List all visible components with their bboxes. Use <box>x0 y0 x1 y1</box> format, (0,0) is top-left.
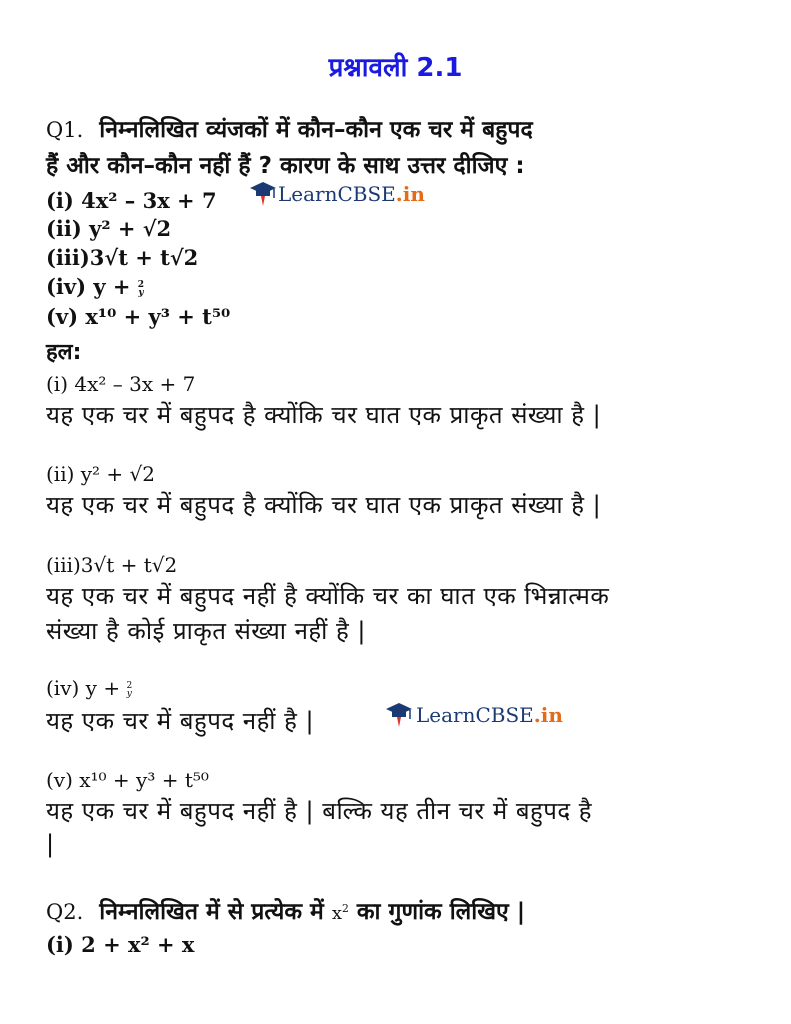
variable-exponent: 2 <box>341 902 349 915</box>
logo-brand: LearnCBSE <box>416 703 534 727</box>
solution-part-5-expr: (v) x¹⁰ + y³ + t⁵⁰ <box>46 768 209 792</box>
solution-part-5-text-2: | <box>46 830 55 858</box>
q1-item-1: (i) 4x² – 3x + 7 <box>46 188 217 213</box>
variable <box>332 903 349 924</box>
q1-item-5: (v) x¹⁰ + y³ + t⁵⁰ <box>46 304 231 329</box>
learncbse-logo <box>382 701 563 729</box>
solution-part-1-expr: (i) 4x² – 3x + 7 <box>46 372 196 396</box>
solution-part-3-expr: (iii)3√t + t√2 <box>46 553 178 577</box>
fraction-denominator: y <box>138 287 144 298</box>
graduation-cap-icon <box>248 180 278 208</box>
fraction-numerator: 2 <box>137 279 145 290</box>
question-number: Q1. <box>46 118 84 142</box>
fraction-denominator: y <box>126 688 132 699</box>
solution-part-1-text: यह एक चर में बहुपद है क्योंकि चर घात एक प्राकृत संख्या है | <box>46 401 602 429</box>
question-1-line-1 <box>46 112 533 144</box>
solution-part-3-text-1: यह एक चर में बहुपद नहीं है क्योंकि चर का घात एक भिन्नात्मक <box>46 582 610 610</box>
question-text: निम्नलिखित व्यंजकों में कौन–कौन एक चर में बहुपद <box>99 117 533 143</box>
solution-part-4-expr-text: (iv) y + <box>46 676 127 700</box>
logo-brand: LearnCBSE <box>278 182 396 206</box>
q1-item-4 <box>46 274 144 299</box>
page-title: प्रश्नावली 2.1 <box>328 53 463 83</box>
solution-part-5-text-1: यह एक चर में बहुपद नहीं है | बल्कि यह तीन चर में बहुपद है <box>46 797 593 825</box>
solution-part-2-text: यह एक चर में बहुपद है क्योंकि चर घात एक प्राकृत संख्या है | <box>46 491 602 519</box>
learncbse-logo <box>248 180 425 208</box>
solution-heading: हल: <box>46 340 82 365</box>
q1-item-2: (ii) y² + √2 <box>46 216 172 241</box>
fraction-numerator: 2 <box>126 680 133 691</box>
variable-base: x <box>331 903 342 924</box>
graduation-cap-icon <box>382 701 416 729</box>
logo-suffix: .in <box>395 182 425 206</box>
solution-part-4-text: यह एक चर में बहुपद नहीं है | <box>46 707 315 735</box>
solution-part-4-expr <box>46 676 132 700</box>
question-text: निम्नलिखित में से प्रत्येक में <box>99 899 324 925</box>
solution-part-2-expr: (ii) y² + √2 <box>46 462 156 486</box>
question-1-line-2: हैं और कौन–कौन नहीं हैं ? कारण के साथ उत्तर दीजिए : <box>46 153 525 179</box>
fraction <box>138 281 144 297</box>
solution-part-3-text-2: संख्या है कोई प्राकृत संख्या नहीं है | <box>46 617 366 645</box>
q1-item-3: (iii)3√t + t√2 <box>46 245 199 270</box>
fraction <box>126 682 132 698</box>
q1-item-4-text: (iv) y + <box>46 274 138 299</box>
logo-suffix: .in <box>533 703 563 727</box>
question-text-after: का गुणांक लिखिए | <box>356 899 526 925</box>
question-number: Q2. <box>46 900 84 924</box>
q2-item-1: (i) 2 + x² + x <box>46 932 195 957</box>
question-2 <box>46 894 525 926</box>
